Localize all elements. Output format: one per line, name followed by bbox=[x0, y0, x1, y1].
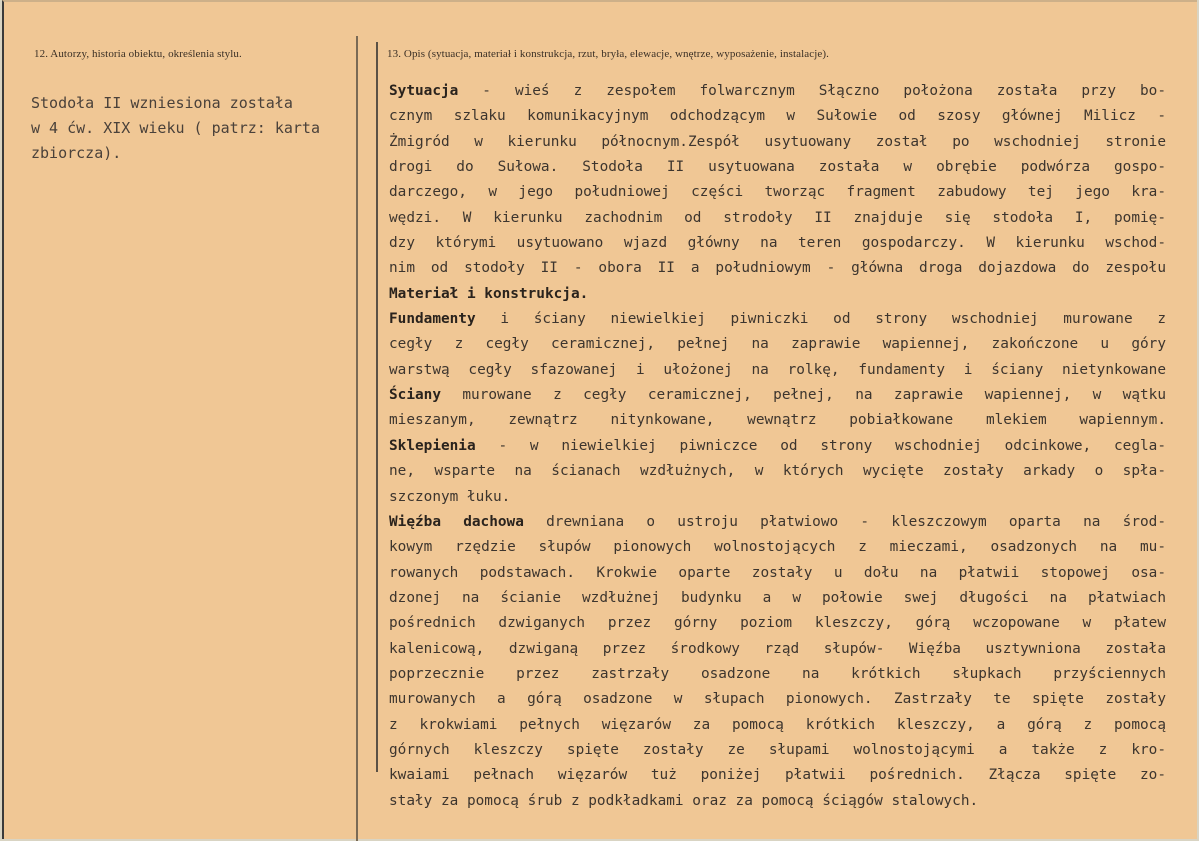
line-text: warstwą cegły sfazowanej i ułożonej na rolkę, fundamenty i ściany nietynkowane bbox=[389, 361, 1166, 378]
line-text: kwaiami pełnach więzarów tuż poniżej płatwii pośrednich. Złącza spięte zo- bbox=[389, 767, 1166, 784]
description-line bbox=[389, 611, 1166, 636]
description-line bbox=[389, 231, 1166, 256]
description-line bbox=[389, 687, 1166, 712]
description-text bbox=[389, 79, 1166, 814]
record-card bbox=[2, 0, 1197, 839]
description-line bbox=[389, 104, 1166, 129]
line-text: dzonej na ścianie wzdłużnej budynku a w połowie swej długości na płatwiach bbox=[389, 589, 1166, 606]
line-text: górnych kleszczy spięte zostały ze słupami wolnostojącymi a także z kro- bbox=[389, 741, 1166, 758]
section-keyword: Więźba dachowa bbox=[389, 513, 524, 530]
line-text: wędzi. W kierunku zachodnim od strodoły II znajduje się stodoła I, pomię- bbox=[389, 209, 1166, 226]
line-text: drewniana o ustroju płatwiowo - kleszczowym oparta na środ- bbox=[523, 513, 1166, 530]
description-line bbox=[389, 307, 1166, 332]
section-keyword: Materiał i konstrukcja. bbox=[389, 285, 589, 302]
description-line bbox=[389, 586, 1166, 611]
description-line bbox=[389, 738, 1166, 763]
line-text: i ściany niewielkiej piwniczki od strony wschodniej murowane z bbox=[475, 311, 1166, 328]
description-line bbox=[389, 358, 1166, 383]
section-keyword: Fundamenty bbox=[389, 311, 476, 328]
line-text: mieszanym, zewnątrz nitynkowane, wewnątrz pobiałkowane mlekiem wapiennym. bbox=[389, 412, 1166, 429]
section-keyword: Sytuacja bbox=[389, 83, 459, 99]
description-line bbox=[389, 130, 1166, 155]
section-12-header: 12. Autorzy, historia obiektu, określenia stylu. bbox=[34, 48, 242, 60]
description-line bbox=[389, 789, 1166, 814]
description-line bbox=[389, 459, 1166, 484]
description-line bbox=[389, 485, 1166, 510]
description-line bbox=[389, 535, 1166, 560]
description-line bbox=[389, 79, 1166, 104]
description-line bbox=[389, 256, 1166, 281]
line-text: dzy którymi usytuowano wjazd główny na teren gospodarczy. W kierunku wschod- bbox=[389, 235, 1166, 252]
line-text: pośrednich dzwiganych przez górny poziom kleszczy, górą wczopowane w płatew bbox=[389, 615, 1166, 632]
description-line bbox=[389, 637, 1166, 662]
description-line bbox=[389, 434, 1166, 459]
line-text: kalenicową, dzwiganą przez środkowy rząd słupów- Więźba usztywniona została bbox=[389, 640, 1166, 657]
line-text: ne, wsparte na ścianach wzdłużnych, w których wycięte zostały arkady o spła- bbox=[389, 463, 1166, 480]
description-line bbox=[389, 763, 1166, 788]
line-text: murowane z cegły ceramicznej, pełnej, na zaprawie wapiennej, w wątku bbox=[440, 387, 1166, 404]
line-text: - w niewielkiej piwniczce od strony wschodniej odcinkowe, cegla- bbox=[475, 437, 1166, 454]
line-text: cznym szlaku komunikacyjnym odchodzącym w Sułowie od szosy głównej Milicz - bbox=[389, 108, 1166, 125]
line-text: Żmigród w kierunku północnym.Zespół usytuowany został po wschodniej stronie bbox=[389, 133, 1166, 150]
line-text: kowym rzędzie słupów pionowych wolnostojących z mieczami, osadzonych na mu- bbox=[389, 539, 1166, 556]
line-text: stały za pomocą śrub z podkładkami oraz za pomocą ściągów stalowych. bbox=[389, 792, 979, 809]
description-line bbox=[389, 180, 1166, 205]
section-keyword: Ściany bbox=[389, 387, 441, 404]
description-line bbox=[389, 662, 1166, 687]
line-text: drogi do Sułowa. Stodoła II usytuowana została w obrębie podwórza gospo- bbox=[389, 159, 1166, 176]
line-text: poprzecznie przez zastrzały osadzone na krótkich słupkach przyściennych bbox=[389, 665, 1166, 682]
line-text: szczonym łuku. bbox=[389, 488, 511, 505]
section-keyword: Sklepienia bbox=[389, 437, 476, 454]
line-text: rowanych podstawach. Krokwie oparte zostały u dołu na płatwii stopowej osa- bbox=[389, 564, 1166, 581]
line-text: darczego, w jego południowej części tworząc fragment zabudowy tej jego kra- bbox=[389, 184, 1166, 201]
line-text: - wieś z zespołem folwarcznym Słączno położona została przy bo- bbox=[458, 83, 1166, 99]
description-line bbox=[389, 561, 1166, 586]
description-line bbox=[389, 408, 1166, 433]
description-line bbox=[389, 206, 1166, 231]
section-13-header: 13. Opis (sytuacja, materiał i konstrukcja, rzut, bryła, elewacje, wnętrze, wyposażenie, instalacje). bbox=[387, 48, 829, 60]
description-line bbox=[389, 155, 1166, 180]
description-line bbox=[389, 332, 1166, 357]
description-line bbox=[389, 383, 1166, 408]
description-line bbox=[389, 510, 1166, 535]
line-text: murowanych a górą osadzone w słupach pionowych. Zastrzały te spięte zostały bbox=[389, 691, 1166, 708]
description-line bbox=[389, 713, 1166, 738]
history-text: Stodoła II wzniesiona została w 4 ćw. XIX wieku ( patrz: karta zbiorcza). bbox=[31, 94, 320, 162]
line-text: nim od stodoły II - obora II a południowym - główna droga dojazdowa do zespołu bbox=[389, 260, 1166, 277]
line-text: cegły z cegły ceramicznej, pełnej na zaprawie wapiennej, zakończone u góry bbox=[389, 336, 1166, 353]
line-text: z krokwiami pełnych więzarów za pomocą krótkich kleszczy, a górą z pomocą bbox=[389, 716, 1166, 733]
column-divider bbox=[376, 42, 378, 772]
description-line bbox=[389, 282, 1166, 307]
